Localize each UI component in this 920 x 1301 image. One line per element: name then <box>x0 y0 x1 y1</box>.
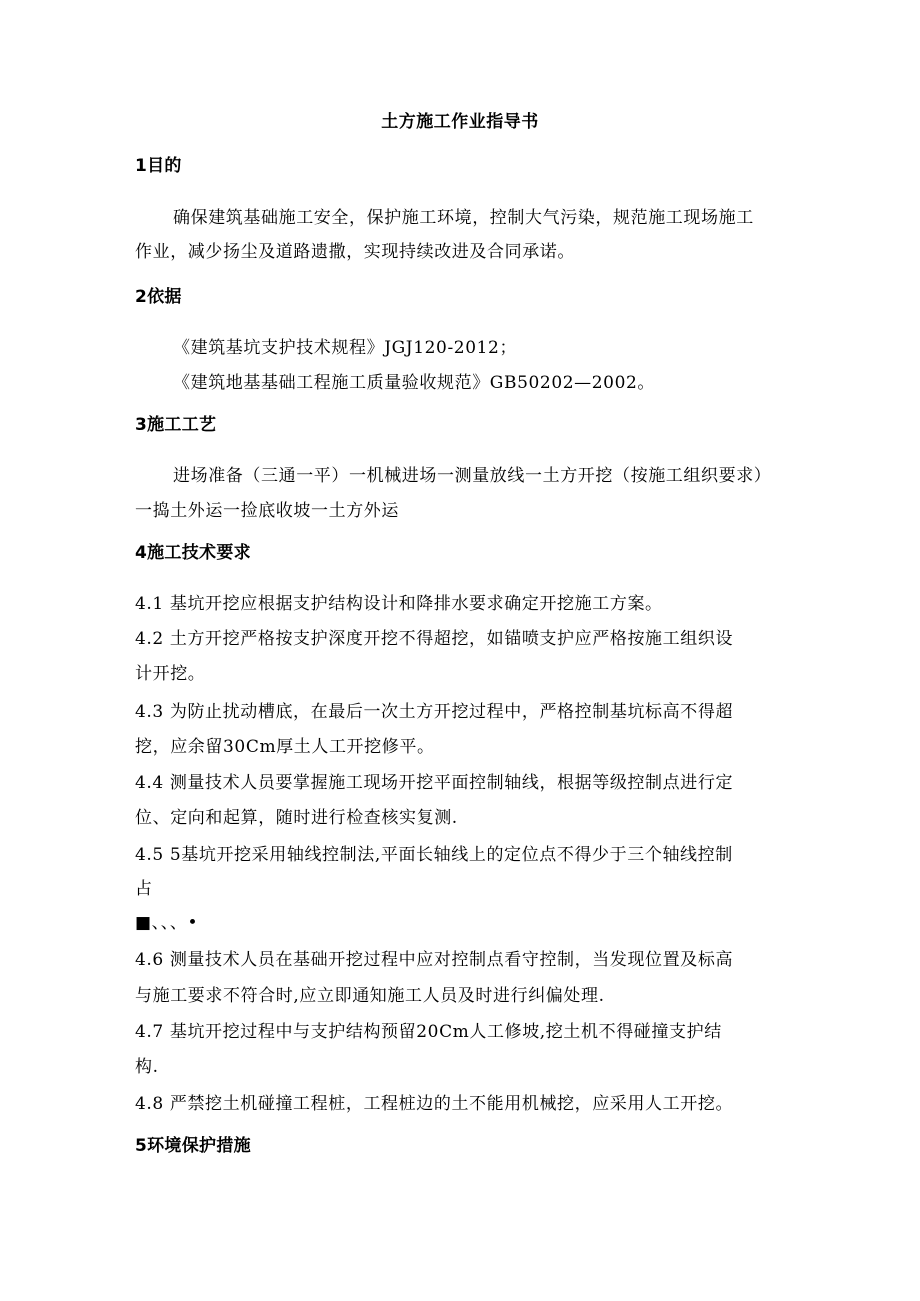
section-4-heading: 4施工技术要求 <box>135 543 251 563</box>
section-5-heading: 5环境保护措施 <box>135 1136 251 1156</box>
requirement-line: 4.4 测量技术人员要掌握施工现场开挖平面控制轴线，根据等级控制点进行定 <box>135 773 734 793</box>
section-3-text-line: 进场准备（三通一平）一机械进场一测量放线一土方开挖（按施工组织要求） <box>173 466 772 486</box>
requirement-line: 与施工要求不符合时,应立即通知施工人员及时进行纠偏处理. <box>135 986 605 1006</box>
section-1-text-line: 作业，减少扬尘及道路遗撒，实现持续改进及合同承诺。 <box>135 242 575 262</box>
reference-item: 《建筑基坑支护技术规程》JGJ120-2012； <box>173 338 518 358</box>
requirement-line: 4.1 基坑开挖应根据支护结构设计和降排水要求确定开挖施工方案。 <box>135 594 663 614</box>
requirement-line: 挖，应余留30Cm厚土人工开挖修平。 <box>135 737 435 757</box>
requirement-line: 位、定向和起算，随时进行检查核实复测. <box>135 808 458 828</box>
requirement-line: 4.6 测量技术人员在基础开挖过程中应对控制点看守控制，当发现位置及标高 <box>135 950 734 970</box>
section-1-text-line: 确保建筑基础施工安全，保护施工环境，控制大气污染，规范施工现场施工 <box>173 208 754 228</box>
document-title: 土方施工作业指导书 <box>381 112 539 132</box>
requirement-line: 计开挖。 <box>135 664 206 684</box>
requirement-line: 占 <box>135 879 153 899</box>
requirement-line: 4.2 土方开挖严格按支护深度开挖不得超挖，如锚喷支护应严格按施工组织设 <box>135 629 734 649</box>
section-1-heading: 1目的 <box>135 156 182 176</box>
section-3-text-line: 一捣土外运一捡底收坡一土方外运 <box>135 501 399 521</box>
requirement-line: ■、、、• <box>135 913 199 933</box>
requirement-line: 4.3 为防止扰动槽底，在最后一次土方开挖过程中，严格控制基坑标高不得超 <box>135 702 734 722</box>
section-2-heading: 2依据 <box>135 287 182 307</box>
requirement-line: 4.5 5基坑开挖采用轴线控制法,平面长轴线上的定位点不得少于三个轴线控制 <box>135 845 733 865</box>
requirement-line: 构. <box>135 1057 159 1077</box>
requirement-line: 4.7 基坑开挖过程中与支护结构预留20Cm人工修坡,挖土机不得碰撞支护结 <box>135 1022 722 1042</box>
reference-item: 《建筑地基基础工程施工质量验收规范》GB50202—2002。 <box>173 373 656 393</box>
requirement-line: 4.8 严禁挖土机碰撞工程桩，工程桩边的土不能用机械挖，应采用人工开挖。 <box>135 1094 734 1114</box>
section-3-heading: 3施工工艺 <box>135 415 217 435</box>
